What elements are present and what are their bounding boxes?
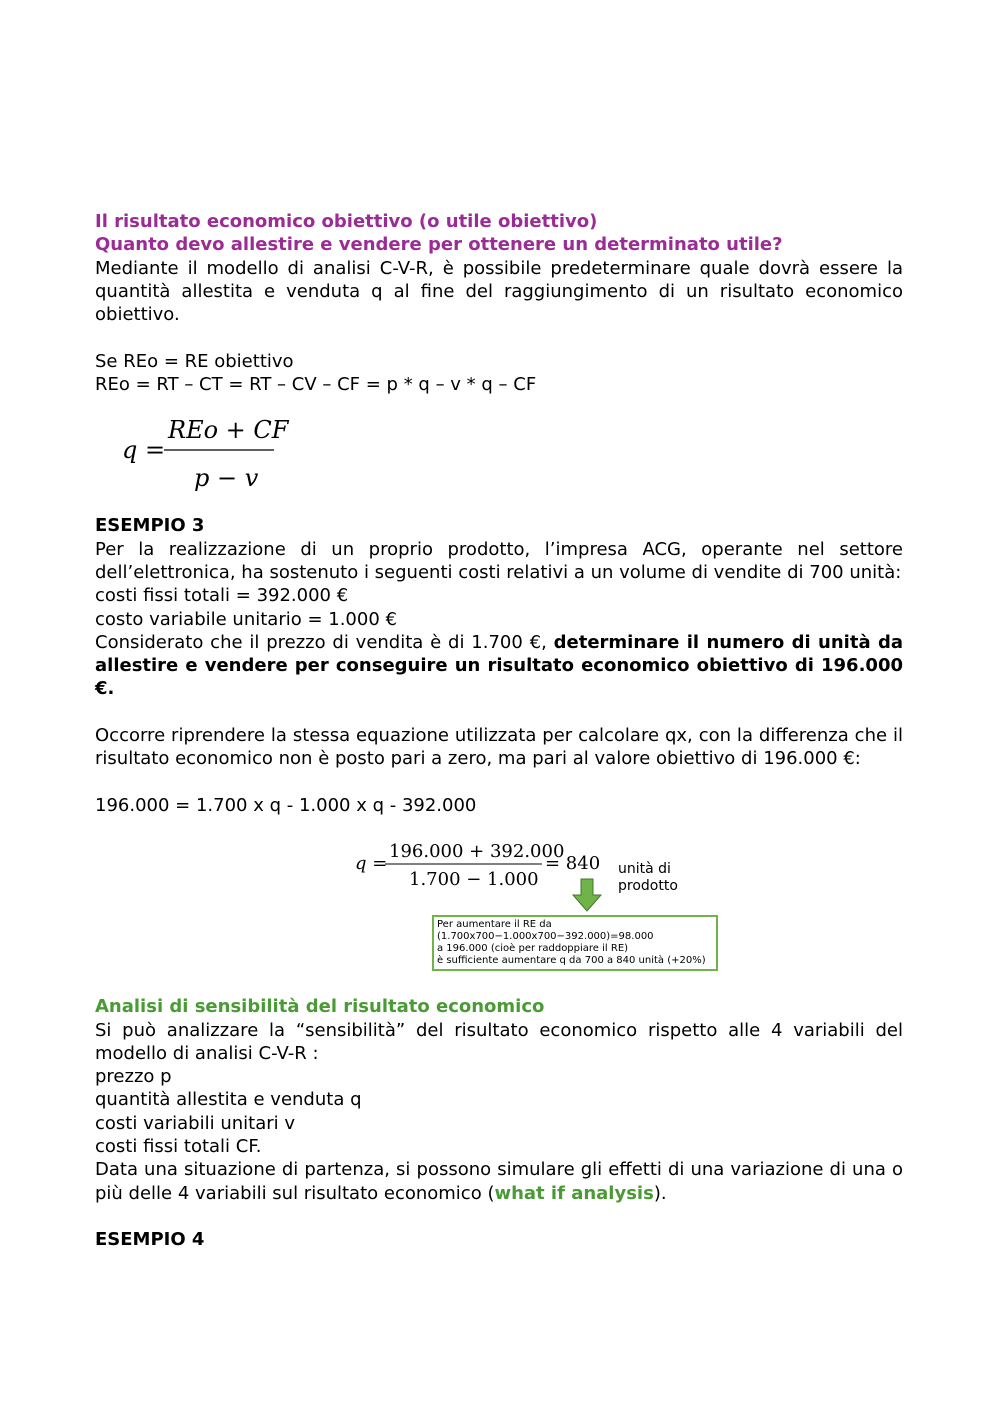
sensitivity-heading: Analisi di sensibilità del risultato economico [95, 996, 545, 1018]
note-box: Per aumentare il RE da (1.700x700−1.000x700−392.000)=98.000 a 196.000 (cioè per raddoppiare il RE) è sufficiente aumentare q da 700 a 840 unità (+20%) [432, 915, 718, 971]
what-if-term: what if analysis [494, 1182, 654, 1204]
example3-explanation: Occorre riprendere la stessa equazione utilizzata per calcolare qx, con la differenza che il risultato economico non è posto pari a zero, ma pari al valore obiettivo di 196.000 €: [95, 725, 903, 770]
section-heading: Il risultato economico obiettivo (o utile obiettivo) [95, 211, 598, 232]
definition-line: Se REo = RE obiettivo [95, 350, 294, 372]
formula-lhs: q = [122, 436, 166, 465]
list-item: costi variabili unitari v [95, 1112, 296, 1134]
unit-label: unità di prodotto [618, 861, 678, 895]
list-item: quantità allestita e venduta q [95, 1089, 362, 1111]
example3-task [95, 631, 903, 701]
formula2-denominator: 1.700 − 1.000 [409, 869, 539, 891]
formula-numerator: REo + CF [168, 416, 289, 445]
fixed-costs: costi fissi totali = 392.000 € [95, 585, 349, 607]
formula-q-general [120, 408, 903, 500]
down-arrow-icon [573, 879, 601, 911]
formula-denominator: p − v [194, 464, 259, 493]
formula2-result: = 840 [545, 853, 601, 875]
example4-heading: ESEMPIO 4 [95, 1229, 205, 1251]
section-question: Quanto devo allestire e vendere per ottenere un determinato utile? [95, 234, 783, 256]
example3-heading: ESEMPIO 3 [95, 515, 205, 537]
formula-q-example [337, 817, 727, 995]
variable-cost: costo variabile unitario = 1.000 € [95, 608, 397, 630]
task-plain: Considerato che il prezzo di vendita è di 1.700 €, [95, 631, 554, 653]
equation-line: REo = RT – CT = RT – CV – CF = p * q – v * q – CF [95, 374, 537, 396]
example3-intro: Per la realizzazione di un proprio prodotto, l’impresa ACG, operante nel settore dell’elettronica, ha sostenuto i seguenti costi relativi a un volume di vendite di 700 unità: [95, 538, 903, 583]
example3-equation: 196.000 = 1.700 x q - 1.000 x q - 392.000 [95, 794, 477, 816]
sensitivity-intro: Si può analizzare la “sensibilità” del risultato economico rispetto alle 4 variabili del modello di analisi C-V-R : [95, 1019, 903, 1064]
intro-paragraph: Mediante il modello di analisi C-V-R, è possibile predeterminare quale dovrà essere la quantità allestita e venduta q al fine del raggiungimento di un risultato economico obiettivo. [95, 257, 903, 326]
formula2-lhs: q = [355, 853, 388, 875]
list-item: prezzo p [95, 1066, 172, 1088]
formula2-numerator: 196.000 + 392.000 [389, 841, 565, 863]
list-item: costi fissi totali CF. [95, 1136, 262, 1158]
task-bold: determinare il numero di unità da allestire e vendere per conseguire un risultato economico obiettivo di 196.000 €. [95, 631, 903, 700]
document-body [95, 210, 903, 1252]
sensitivity-conclusion: Data una situazione di partenza, si possono simulare gli effetti di una variazione di una o più delle 4 variabili sul risultato economico (what if analysis). [95, 1159, 903, 1204]
